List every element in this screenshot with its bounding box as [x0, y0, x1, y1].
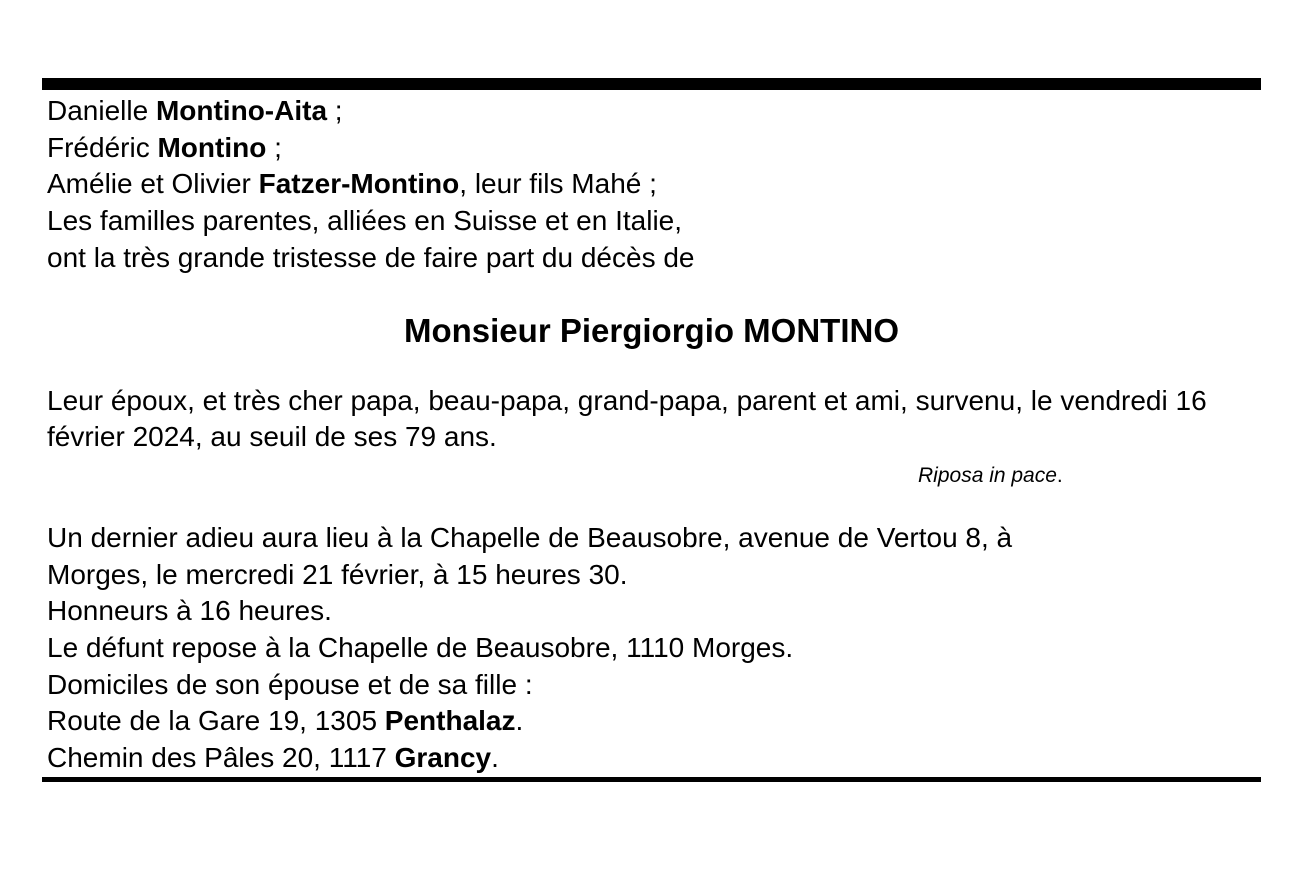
family-line-1: Danielle Montino-Aita ; — [47, 95, 343, 126]
family-surname-3: Fatzer-Montino — [258, 168, 460, 200]
family-surname-1: Montino-Aita — [155, 95, 328, 126]
ceremony-line-1: Un dernier adieu aura lieu à la Chapelle de Beausobre, avenue de Vertou 8, à — [47, 521, 1013, 553]
bottom-rule — [42, 777, 1261, 782]
ceremony-line-4: Le défunt repose à la Chapelle de Beausobre, 1110 Morges. — [47, 632, 794, 664]
deceased-name: Monsieur Piergiorgio MONTINO — [403, 311, 900, 349]
address-city-1: Penthalaz — [384, 705, 516, 737]
death-description: Leur époux, et très cher papa, beau-papa, grand-papa, parent et ami, survenu, le vendredi 16 février 2024, au seuil de ses 79 ans. — [47, 384, 1207, 453]
ceremony-line-5: Domiciles de son épouse et de sa fille : — [47, 668, 533, 700]
family-line-2: Frédéric Montino ; — [47, 131, 282, 163]
ceremony-details — [42, 520, 1261, 777]
top-rule — [42, 78, 1261, 90]
family-list — [42, 93, 1261, 277]
family-line-4: Les familles parentes, alliées en Suisse et en Italie, — [47, 205, 683, 237]
address-line-2: Chemin des Pâles 20, 1117 Grancy. — [47, 742, 499, 774]
family-line-5: ont la très grande tristesse de faire part du décès de — [47, 241, 695, 273]
ceremony-line-3: Honneurs à 16 heures. — [47, 595, 332, 627]
address-line-1: Route de la Gare 19, 1305 Penthalaz. — [47, 705, 524, 737]
family-line-3: Amélie et Olivier Fatzer-Montino, leur fils Mahé ; — [47, 168, 657, 200]
obituary-notice — [42, 78, 1261, 782]
ceremony-line-2: Morges, le mercredi 21 février, à 15 heures 30. — [47, 558, 628, 590]
family-surname-2: Montino — [157, 131, 267, 163]
address-city-2: Grancy — [394, 742, 492, 774]
riposa-in-pace: Riposa in pace. — [918, 463, 1063, 487]
